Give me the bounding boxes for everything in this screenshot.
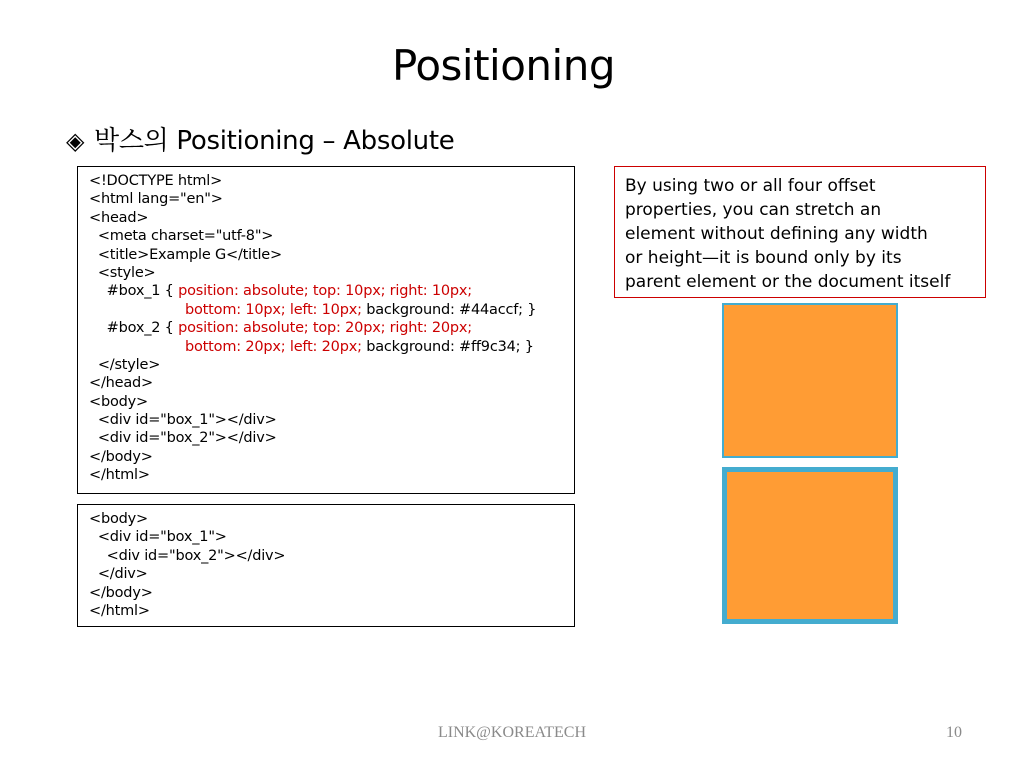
footer-organization: LINK@KOREATECH [437, 724, 587, 741]
code-selector: #box_1 { [89, 283, 179, 300]
demo-nested-box-inner [727, 472, 893, 619]
subtitle-text: 박스의 Positioning – Absolute [94, 126, 455, 156]
code-line: <div id="box_1"></div> [89, 412, 277, 429]
code-selector: #box_2 { [89, 320, 179, 337]
code-line: <div id="box_1"> [89, 529, 227, 546]
code-plain: background: #44accf; } [366, 301, 537, 318]
explanation-note [614, 166, 986, 298]
page-number: 10 [946, 724, 962, 741]
code-line: <div id="box_2"></div> [89, 547, 286, 564]
code-line: </div> [89, 566, 148, 583]
code-line-box1-rule [89, 282, 574, 300]
code-line-box1-rule-cont [89, 301, 574, 319]
diamond-bullet-icon: ◈ [66, 127, 85, 155]
code-line: </html> [89, 602, 150, 619]
code-highlight: bottom: 20px; left: 20px; [185, 338, 367, 355]
note-line: properties, you can stretch an [625, 200, 882, 220]
code-line: <div id="box_2"></div> [89, 430, 277, 447]
note-line: element without defining any width [625, 224, 928, 244]
code-highlight: position: absolute; top: 10px; right: 10px; [178, 283, 472, 300]
note-line: or height—it is bound only by its [625, 248, 902, 268]
code-box-absolute-example [77, 166, 575, 494]
code-line: <head> [89, 209, 149, 226]
note-line: parent element or the document itself [625, 272, 951, 292]
code-line: <meta charset="utf-8"> [89, 228, 274, 245]
slide-subtitle [66, 124, 454, 158]
slide-title: Positioning [392, 41, 615, 90]
code-box-nested-example [77, 504, 575, 627]
code-plain: background: #ff9c34; } [366, 338, 534, 355]
code-line: </html> [89, 467, 150, 484]
code-line: <body> [89, 393, 148, 410]
code-line-box2-rule-cont [89, 338, 574, 356]
code-highlight: position: absolute; top: 20px; right: 20px; [178, 320, 472, 337]
code-line-box2-rule [89, 319, 574, 337]
code-line: <style> [89, 264, 156, 281]
code-line: </body> [89, 448, 153, 465]
code-line: </body> [89, 584, 153, 601]
code-line: <html lang="en"> [89, 191, 223, 208]
code-line: <!DOCTYPE html> [89, 173, 223, 189]
note-line: By using two or all four offset [625, 176, 876, 196]
code-line: </head> [89, 375, 153, 392]
demo-sibling-boxes [722, 303, 898, 458]
code-highlight: bottom: 10px; left: 10px; [185, 301, 367, 318]
code-line: <body> [89, 511, 148, 527]
code-line: <title>Example G</title> [89, 246, 282, 263]
code-line: </style> [89, 356, 161, 373]
